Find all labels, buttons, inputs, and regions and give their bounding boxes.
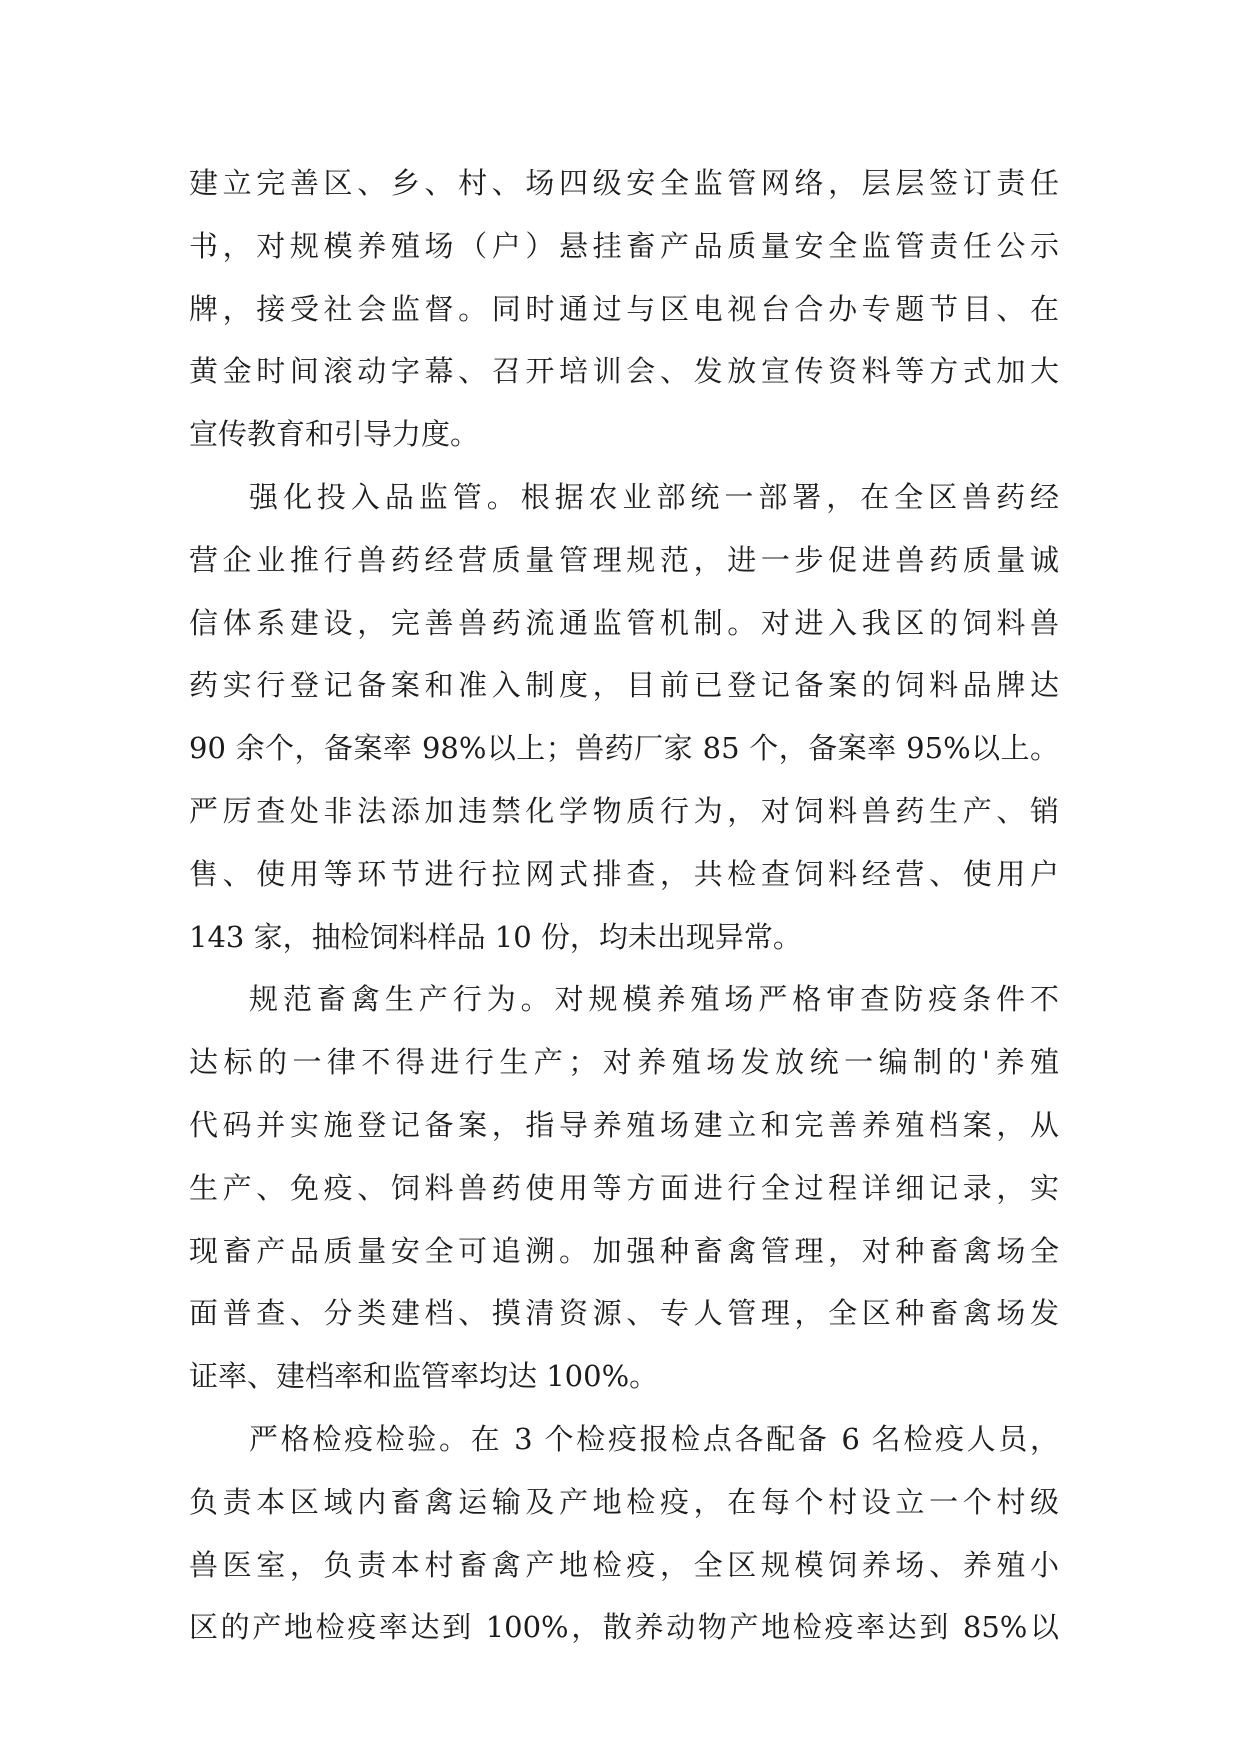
- paragraph-first-line: 严格检疫检验。在 3 个检疫报检点各配备 6 名检疫人员，: [249, 1421, 1059, 1456]
- paragraph-first-line: 强化投入品监管。根据农业部统一部署，在全区兽药经: [249, 479, 1059, 514]
- text-line: 药实行登记备案和准入制度，目前已登记备案的饲料品牌达: [189, 668, 1059, 703]
- text-line: 牌，接受社会监督。同时通过与区电视台合办专题节目、在: [189, 291, 1059, 326]
- text-line: 生产、免疫、饲料兽药使用等方面进行全过程详细记录，实: [189, 1170, 1059, 1205]
- text-line: 宣传教育和引导力度。: [189, 417, 480, 452]
- text-line: 建立完善区、乡、村、场四级安全监管网络，层层签订责任: [189, 166, 1059, 200]
- text-line: 严厉查处非法添加违禁化学物质行为，对饲料兽药生产、销: [189, 793, 1059, 828]
- text-line: 信体系建设，完善兽药流通监管机制。对进入我区的饲料兽: [189, 605, 1059, 640]
- text-line: 负责本区域内畜禽运输及产地检疫，在每个村设立一个村级: [189, 1484, 1059, 1519]
- body-text: [189, 152, 1059, 1659]
- text-line: 代码并实施登记备案，指导养殖场建立和完善养殖档案，从: [189, 1107, 1059, 1142]
- text-line: 营企业推行兽药经营质量管理规范，进一步促进兽药质量诚: [189, 542, 1059, 577]
- text-line: 书，对规模养殖场（户）悬挂畜产品质量安全监管责任公示: [189, 228, 1059, 263]
- text-line: 现畜产品质量安全可追溯。加强种畜禽管理，对种畜禽场全: [189, 1233, 1059, 1268]
- text-line: 售、使用等环节进行拉网式排查，共检查饲料经营、使用户: [189, 856, 1059, 891]
- text-line: 143 家，抽检饲料样品 10 份，均未出现异常。: [189, 919, 802, 954]
- text-line: 面普查、分类建档、摸清资源、专人管理，全区种畜禽场发: [189, 1296, 1059, 1331]
- paragraph-first-line: 规范畜禽生产行为。对规模养殖场严格审查防疫条件不: [249, 982, 1059, 1017]
- text-line: 达标的一律不得进行生产；对养殖场发放统一编制的'养殖: [189, 1045, 1059, 1080]
- text-line: 兽医室，负责本村畜禽产地检疫，全区规模饲养场、养殖小: [189, 1547, 1059, 1582]
- text-line: 区的产地检疫率达到 100%，散养动物产地检疫率达到 85%以: [189, 1610, 1059, 1645]
- text-line: 黄金时间滚动字幕、召开培训会、发放宣传资料等方式加大: [189, 354, 1059, 389]
- text-line: 90 余个，备案率 98%以上；兽药厂家 85 个，备案率 95%以上。: [189, 731, 1059, 766]
- text-line: 证率、建档率和监管率均达 100%。: [189, 1359, 659, 1394]
